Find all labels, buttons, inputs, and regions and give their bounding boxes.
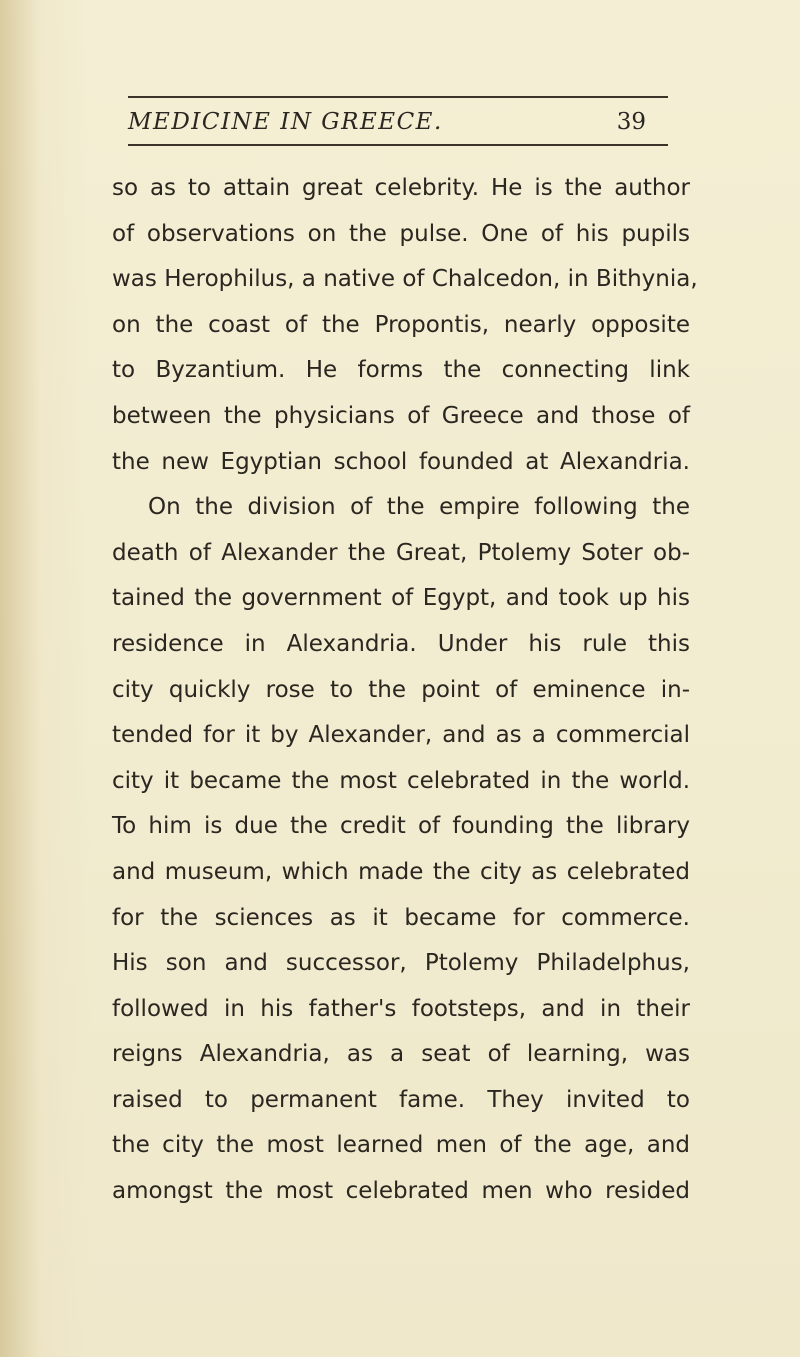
text-line: the new Egyptian school founded at Alexandria. (112, 448, 690, 475)
running-title: MEDICINE IN GREECE. (128, 109, 443, 135)
text-line: the city the most learned men of the age, and (112, 1132, 690, 1159)
text-line: residence in Alexandria. Under his rule this (112, 630, 690, 657)
running-head (128, 106, 668, 138)
body-text (112, 166, 698, 1215)
text-line: tended for it by Alexander, and as a commercial (112, 722, 690, 749)
text-line: followed in his father's footsteps, and in their (112, 995, 690, 1022)
text-line: city it became the most celebrated in the world. (112, 767, 690, 794)
header-rule-top (128, 96, 668, 98)
text-line-paragraph-start: On the division of the empire following the (148, 494, 690, 521)
text-line: city quickly rose to the point of eminence in- (112, 676, 690, 703)
text-line: to Byzantium. He forms the connecting link (112, 357, 690, 384)
page-number: 39 (616, 109, 646, 135)
text-line: His son and successor, Ptolemy Philadelphus, (112, 950, 690, 977)
text-line: for the sciences as it became for commerce. (112, 904, 690, 931)
text-line: death of Alexander the Great, Ptolemy Soter ob- (112, 539, 690, 566)
text-line: raised to permanent fame. They invited to (112, 1086, 690, 1113)
text-line: on the coast of the Propontis, nearly opposite (112, 311, 690, 338)
text-line: tained the government of Egypt, and took up his (112, 585, 690, 612)
text-line: amongst the most celebrated men who resided (112, 1178, 690, 1205)
text-line: reigns Alexandria, as a seat of learning, was (112, 1041, 690, 1068)
text-line: was Herophilus, a native of Chalcedon, in Bithynia, (112, 266, 698, 293)
text-line: of observations on the pulse. One of his pupils (112, 220, 690, 247)
header-rule-bottom (128, 144, 668, 146)
text-line: so as to attain great celebrity. He is the author (112, 175, 690, 201)
text-line: between the physicians of Greece and those of (112, 402, 690, 429)
text-line: and museum, which made the city as celebrated (112, 858, 690, 885)
text-line: To him is due the credit of founding the library (112, 813, 690, 840)
